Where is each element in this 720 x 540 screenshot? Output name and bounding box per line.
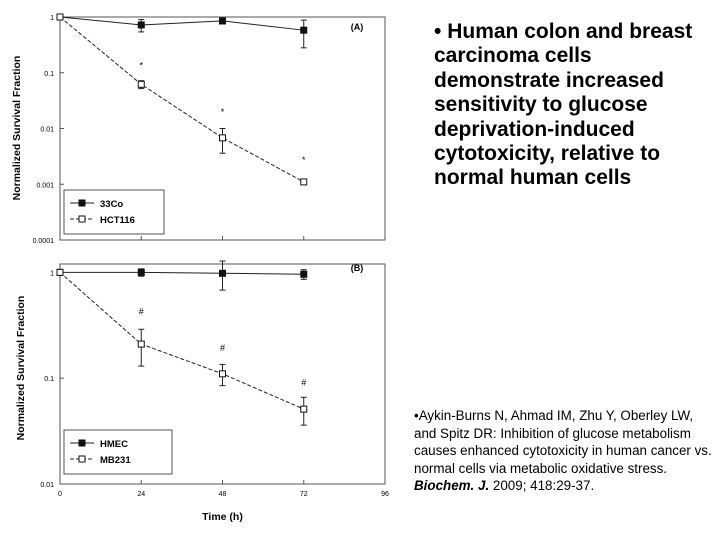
significance-marker: # — [301, 377, 307, 388]
x-axis-title: Time (h) — [202, 511, 243, 523]
y-tick-label: 0.0001 — [32, 238, 54, 245]
legend-label-33Co: 33Co — [100, 199, 124, 210]
x-tick-label: 72 — [299, 491, 308, 498]
significance-marker: * — [139, 60, 144, 71]
legend-label-MB231: MB231 — [100, 455, 131, 466]
citation-bullet-symbol: • — [414, 408, 419, 423]
series-line-HMEC — [60, 272, 304, 274]
significance-marker: * — [301, 155, 306, 166]
panel-label: (B) — [350, 263, 364, 273]
data-point-HCT116 — [138, 81, 144, 87]
legend-box — [64, 190, 164, 234]
x-tick-label: 0 — [58, 491, 62, 498]
citation-text: Aykin-Burns N, Ahmad IM, Zhu Y, Oberley LW, and Spitz DR: Inhibition of glucose metabolism causes enhanced cytotoxicity in human cancer vs. normal cells via metabolic oxidative stress. — [414, 408, 712, 476]
data-point-MB231 — [57, 269, 63, 275]
data-point-33Co — [220, 18, 226, 24]
legend-marker — [79, 216, 85, 222]
legend-box — [64, 430, 172, 474]
significance-marker: * — [220, 106, 225, 117]
bullet-symbol: • — [434, 20, 442, 43]
panel-label: (A) — [350, 22, 364, 32]
significance-marker: # — [219, 343, 226, 354]
x-tick-label: 24 — [137, 491, 146, 498]
data-point-HMEC — [138, 269, 144, 275]
data-point-33Co — [138, 22, 144, 28]
legend-label-HMEC: HMEC — [100, 439, 128, 450]
y-tick-label: 1 — [50, 15, 54, 22]
y-tick-label: 0.01 — [40, 482, 54, 489]
data-point-HCT116 — [57, 14, 63, 20]
y-axis-title: Normalized Survival Fraction — [11, 55, 23, 201]
series-line-33Co — [60, 17, 304, 30]
data-point-MB231 — [138, 341, 144, 347]
y-tick-label: 1 — [50, 270, 54, 278]
legend-label-HCT116: HCT116 — [100, 215, 135, 226]
data-point-HCT116 — [301, 179, 307, 185]
series-line-MB231 — [60, 272, 307, 409]
data-point-MB231 — [220, 371, 226, 377]
main-bullet-point — [434, 20, 714, 191]
legend-marker — [79, 456, 85, 462]
citation — [414, 407, 714, 495]
legend-marker — [79, 440, 85, 446]
y-tick-label: 0.01 — [40, 126, 54, 134]
citation-volume: 2009; 418:29-37. — [492, 478, 595, 494]
main-bullet-text: Human colon and breast carcinoma cells demonstrate increased sensitivity to glucose deprivation-induced cytotoxicity, relative to normal human cells — [434, 20, 693, 190]
data-point-HMEC — [301, 271, 307, 277]
y-tick-label: 0.001 — [36, 182, 54, 190]
data-point-HMEC — [220, 270, 226, 276]
x-tick-label: 48 — [218, 491, 227, 498]
data-point-HCT116 — [220, 135, 226, 141]
significance-marker: # — [138, 306, 144, 317]
y-axis-title: Normalized Survival Fraction — [15, 295, 27, 441]
y-tick-label: 0.1 — [44, 376, 54, 384]
data-point-MB231 — [301, 406, 307, 412]
series-line-HCT116 — [60, 17, 304, 182]
legend-marker — [79, 200, 85, 206]
x-tick-label: 96 — [381, 491, 389, 498]
data-point-33Co — [301, 27, 307, 33]
citation-journal: Biochem. J. — [414, 478, 490, 494]
y-tick-label: 0.1 — [44, 70, 54, 78]
